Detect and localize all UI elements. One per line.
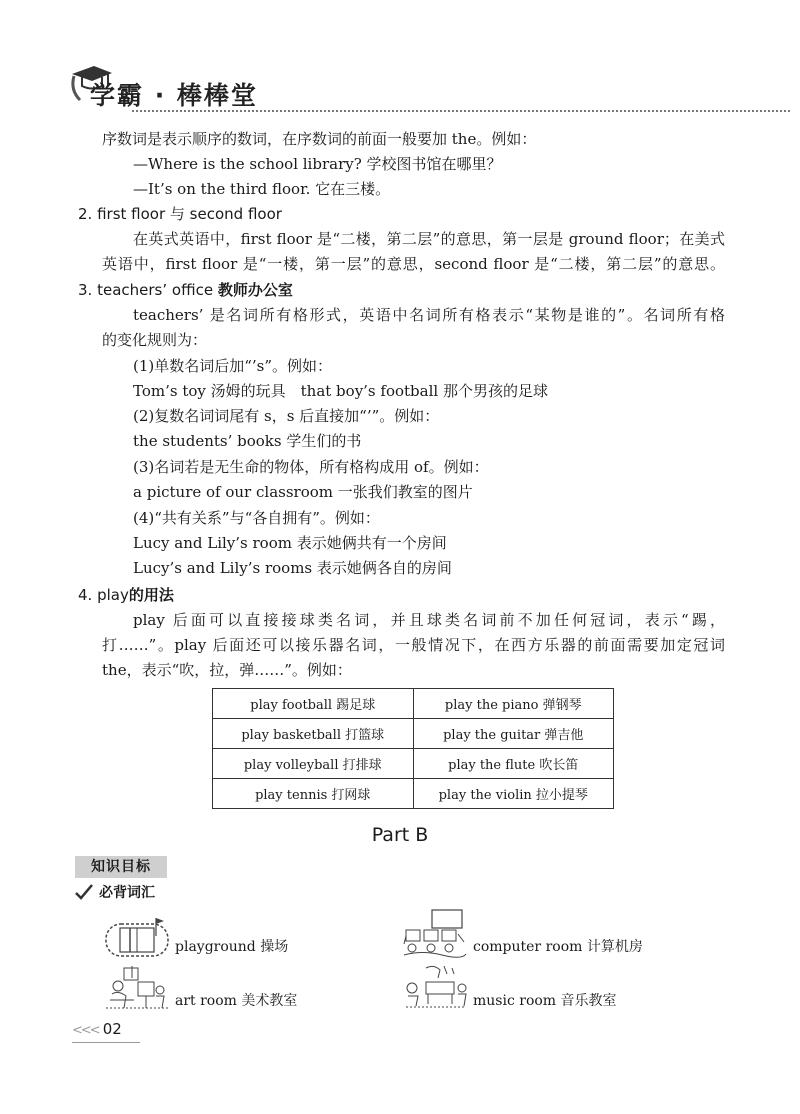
page-footer bbox=[72, 1020, 122, 1038]
play-examples-table bbox=[212, 688, 614, 809]
part-b-title: Part B bbox=[371, 824, 429, 846]
page-number: 02 bbox=[102, 1020, 122, 1038]
intro-example-2: —It’s on the third floor. 它在三楼。 bbox=[133, 180, 391, 198]
table-row bbox=[213, 749, 614, 779]
rule-3: (3)名词若是无生命的物体，所有格构成用 of。例如： bbox=[133, 458, 489, 476]
page-arrows-icon: <<< bbox=[72, 1023, 99, 1038]
header-divider bbox=[132, 110, 790, 112]
art-room-illustration-icon bbox=[104, 964, 170, 1010]
knowledge-goal-badge: 知识目标 bbox=[75, 856, 167, 878]
section-3-heading bbox=[78, 281, 293, 299]
section-3-para-line-1: teachers’ 是名词所有格形式，英语中名词所有格表示“某物是谁的”。名词所有格 bbox=[133, 306, 725, 324]
rule-2: (2)复数名词词尾有 s，s 后直接加“’”。例如： bbox=[133, 407, 440, 425]
table-cell: play football 踢足球 bbox=[213, 689, 414, 719]
table-row bbox=[213, 689, 614, 719]
section-2-heading bbox=[78, 205, 282, 223]
table-cell: play the flute 吹长笛 bbox=[413, 749, 614, 779]
section-2-para-line-1: 在英式英语中，first floor 是“二楼，第二层”的意思，第一层是 ground floor；在美式 bbox=[133, 230, 725, 248]
vocab-playground: playground 操场 bbox=[175, 939, 289, 955]
rule-4: (4)“共有关系”与“各自拥有”。例如： bbox=[133, 509, 380, 527]
table-row bbox=[213, 719, 614, 749]
rule-3-example: a picture of our classroom 一张我们教室的图片 bbox=[133, 483, 473, 501]
section-3-number: 3. bbox=[78, 281, 93, 299]
vocab-music-room: music room 音乐教室 bbox=[473, 993, 617, 1009]
section-3-title-cn: 教师办公室 bbox=[217, 281, 293, 299]
intro-line: 序数词是表示顺序的数词，在序数词的前面一般要加 the。例如： bbox=[102, 130, 537, 148]
table-cell: play volleyball 打排球 bbox=[213, 749, 414, 779]
rule-1: (1)单数名词后加“’s”。例如： bbox=[133, 357, 333, 375]
section-4-number: 4. bbox=[78, 586, 93, 604]
page-header bbox=[60, 58, 740, 114]
section-4-para-line-2: 打……”。play 后面还可以接乐器名词，一般情况下，在西方乐器的前面需要加定冠词 bbox=[102, 636, 725, 654]
check-pencil-icon bbox=[75, 884, 93, 900]
rule-4-example-2: Lucy’s and Lily’s rooms 表示她俩各自的房间 bbox=[133, 559, 452, 577]
table-cell: play tennis 打网球 bbox=[213, 779, 414, 809]
table-cell: play the violin 拉小提琴 bbox=[413, 779, 614, 809]
section-4-para-line-3: the，表示“吹，拉，弹……”。例如： bbox=[102, 661, 352, 679]
intro-example-1: —Where is the school library? 学校图书馆在哪里？ bbox=[133, 155, 502, 173]
computer-room-illustration-icon bbox=[402, 908, 468, 958]
section-4-para-line-1: play 后面可以直接接球类名词，并且球类名词前不加任何冠词，表示“踢， bbox=[133, 611, 725, 629]
section-3-title-en: teachers’ office bbox=[97, 281, 214, 299]
section-4-title-cn: 的用法 bbox=[128, 586, 174, 604]
section-4-heading bbox=[78, 586, 174, 604]
footer-divider bbox=[72, 1042, 140, 1043]
vocab-heading bbox=[75, 884, 155, 902]
section-2-para-line-2: 英语中，first floor 是“一楼，第一层”的意思，second floor 是“二楼，第二层”的意思。 bbox=[102, 255, 725, 273]
rule-2-example: the students’ books 学生们的书 bbox=[133, 432, 362, 450]
header-title: 学霸 · 棒棒堂 bbox=[90, 81, 258, 110]
section-4-title-en: play bbox=[97, 586, 129, 604]
playground-illustration-icon bbox=[104, 916, 170, 960]
section-2-number: 2. bbox=[78, 205, 93, 223]
table-cell: play basketball 打篮球 bbox=[213, 719, 414, 749]
vocab-computer-room: computer room 计算机房 bbox=[473, 939, 643, 955]
rule-4-example-1: Lucy and Lily’s room 表示她俩共有一个房间 bbox=[133, 534, 447, 552]
vocab-art-room: art room 美术教室 bbox=[175, 993, 298, 1009]
table-cell: play the piano 弹钢琴 bbox=[413, 689, 614, 719]
section-2-title: first floor 与 second floor bbox=[97, 205, 282, 223]
table-cell: play the guitar 弹吉他 bbox=[413, 719, 614, 749]
vocab-heading-label: 必背词汇 bbox=[99, 885, 155, 901]
section-3-para-line-2: 的变化规则为： bbox=[102, 331, 208, 349]
table-row bbox=[213, 779, 614, 809]
rule-1-example: Tom’s toy 汤姆的玩具 that boy’s football 那个男孩的足球 bbox=[133, 382, 548, 400]
music-room-illustration-icon bbox=[404, 964, 468, 1008]
